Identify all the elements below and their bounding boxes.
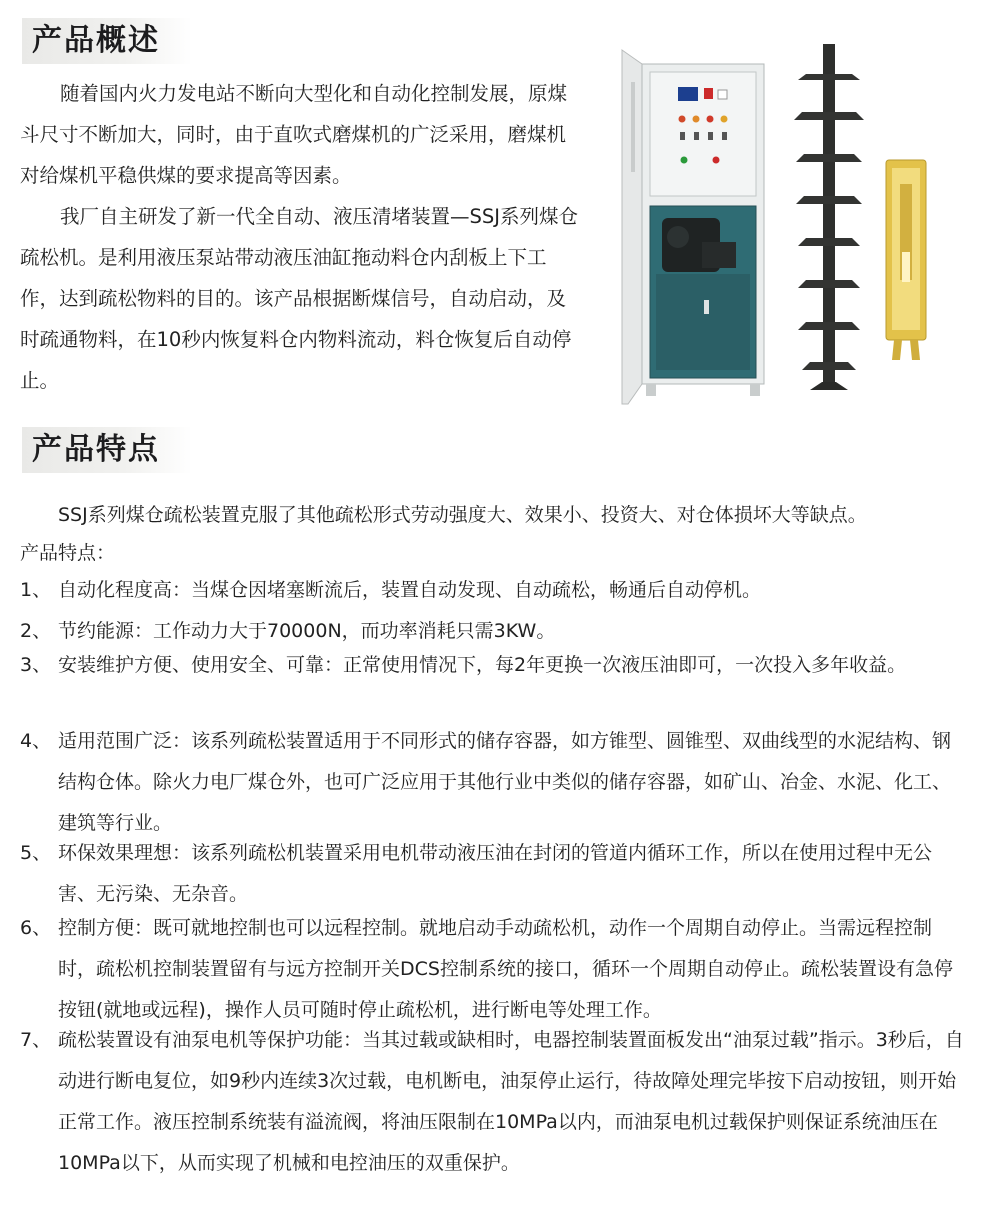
overview-title: 产品概述 xyxy=(32,23,160,58)
features-subtitle: 产品特点： xyxy=(20,542,116,564)
feature-text: 安装维护方便、使用安全、可靠：正常使用情况下，每2年更换一次液压油即可，一次投入多年收益。 xyxy=(58,654,907,676)
feature-item-7 xyxy=(20,1020,965,1184)
feature-number: 1、 xyxy=(20,579,52,601)
feature-item-1 xyxy=(20,570,965,611)
sensor-probe-image xyxy=(878,156,934,364)
overview-section-header xyxy=(22,18,192,64)
feature-number: 3、 xyxy=(20,654,52,676)
feature-text: 疏松装置设有油泵电机等保护功能：当其过载或缺相时，电器控制装置面板发出“油泵过载”指示。3秒后，自动进行断电复位，如9秒内连续3次过载，电机断电，油泵停止运行，待故障处理完毕按下启动按钮，则开始正常工作。液压控制系统装有溢流阀，将油压限制在10MPa以内，而油泵电机过载保护则保证系统油压在10MPa以下，从而实现了机械和电控油压的双重保护。 xyxy=(58,1029,964,1174)
feature-text: 环保效果理想：该系列疏松机装置采用电机带动液压油在封闭的管道内循环工作，所以在使用过程中无公害、无污染、无杂音。 xyxy=(58,842,933,905)
overview-paragraph-1: 随着国内火力发电站不断向大型化和自动化控制发展，原煤斗尺寸不断加大，同时，由于直吹式磨煤机的广泛采用，磨煤机对给煤机平稳供煤的要求提高等因素。 xyxy=(20,82,568,187)
features-intro: SSJ系列煤仓疏松装置克服了其他疏松形式劳动强度大、效果小、投资大、对仓体损坏大等缺点。 xyxy=(58,504,867,526)
feature-item-6 xyxy=(20,908,965,1031)
feature-text: 适用范围广泛：该系列疏松装置适用于不同形式的储存容器，如方锥型、圆锥型、双曲线型的水泥结构、钢结构仓体。除火力电厂煤仓外，也可广泛应用于其他行业中类似的储存容器，如矿山、冶金、水泥、化工、建筑等行业。 xyxy=(58,730,952,834)
feature-item-4 xyxy=(20,721,965,844)
feature-number: 2、 xyxy=(20,620,52,642)
feature-text: 节约能源：工作动力大于70000N，而功率消耗只需3KW。 xyxy=(58,620,556,642)
feature-number: 7、 xyxy=(20,1029,52,1051)
feature-number: 5、 xyxy=(20,842,52,864)
feature-number: 4、 xyxy=(20,730,52,752)
feature-item-5 xyxy=(20,833,965,915)
feature-item-3 xyxy=(20,645,965,686)
features-section-header xyxy=(22,427,192,473)
feature-number: 6、 xyxy=(20,917,52,939)
overview-paragraph-2: 我厂自主研发了新一代全自动、液压清堵装置—SSJ系列煤仓疏松机。是利用液压泵站带动液压油缸拖动料仓内刮板上下工作，达到疏松物料的目的。该产品根据断煤信号，自动启动，及时疏通物料，在10秒内恢复料仓内物料流动，料仓恢复后自动停止。 xyxy=(20,205,579,392)
scraper-blade-image xyxy=(792,40,866,392)
feature-text: 自动化程度高：当煤仓因堵塞断流后，装置自动发现、自动疏松，畅通后自动停机。 xyxy=(58,579,762,601)
feature-text: 控制方便：既可就地控制也可以远程控制。就地启动手动疏松机，动作一个周期自动停止。当需远程控制时，疏松机控制装置留有与远方控制开关DCS控制系统的接口，循环一个周期自动停止。疏松装置设有急停按钮(就地或远程)，操作人员可随时停止疏松机，进行断电等处理工作。 xyxy=(58,917,953,1021)
features-title: 产品特点 xyxy=(32,432,160,467)
control-cabinet-image xyxy=(618,42,768,407)
